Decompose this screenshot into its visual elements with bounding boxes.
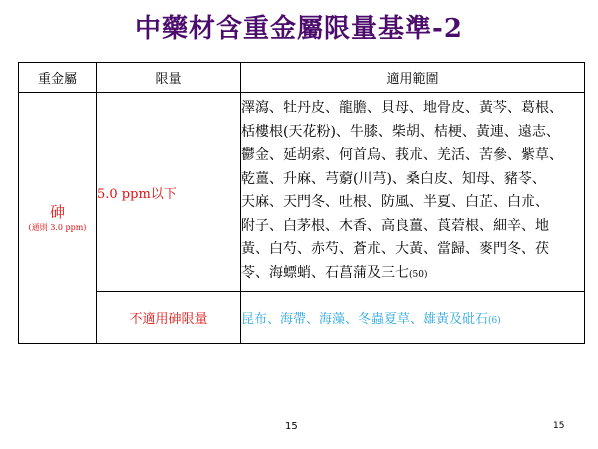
scope-line: 乾薑、升麻、芎藭(川芎)、桑白皮、知母、豬苓、 xyxy=(241,170,546,187)
metal-note: (通則 3.0 ppm) xyxy=(28,222,87,232)
page-number: 15 xyxy=(285,421,298,432)
metal-name: 砷 xyxy=(49,203,65,222)
exempt-scope-cell xyxy=(241,292,585,344)
limit-value: 5.0 ppm以下 xyxy=(97,93,241,292)
scope-line: 天麻、天門冬、吐根、防風、半夏、白芷、白朮、 xyxy=(241,194,549,210)
scope-line: 苓、海螵蛸、石菖蒲及三七 xyxy=(241,264,409,281)
scope-line: 鬱金、延胡索、何首烏、莪朮、羌活、苦參、紫草、 xyxy=(241,147,563,163)
scope-line: 澤瀉、牡丹皮、龍膽、貝母、地骨皮、黃芩、葛根、 xyxy=(241,100,563,116)
reference-count: (6) xyxy=(488,316,501,326)
header-metal: 重金屬 xyxy=(19,63,97,93)
header-limit: 限量 xyxy=(97,63,241,93)
scope-line: 附子、白茅根、木香、高良薑、莨菪根、細辛、地 xyxy=(241,217,549,234)
reference-count: (50) xyxy=(409,269,428,280)
table-header-row xyxy=(19,63,585,93)
slide-number: 15 xyxy=(553,421,565,431)
not-applicable-label: 不適用砷限量 xyxy=(97,292,241,344)
table-row xyxy=(19,93,585,292)
scope-line: 栝樓根(天花粉)、牛膝、柴胡、桔梗、黃連、遠志、 xyxy=(241,123,560,140)
header-scope: 適用範圍 xyxy=(241,63,585,93)
page-title: 中藥材含重金屬限量基準-2 xyxy=(135,14,463,44)
scope-line: 黃、白芍、赤芍、蒼朮、大黃、當歸、麥門冬、茯 xyxy=(241,241,549,257)
scope-cell xyxy=(241,93,585,292)
scope-line-last xyxy=(241,262,584,288)
table-row xyxy=(19,292,585,344)
limit-table xyxy=(18,62,585,344)
metal-cell xyxy=(19,93,97,344)
exempt-scope: 昆布、海帶、海藻、冬蟲夏草、雄黃及砒石 xyxy=(241,312,489,327)
